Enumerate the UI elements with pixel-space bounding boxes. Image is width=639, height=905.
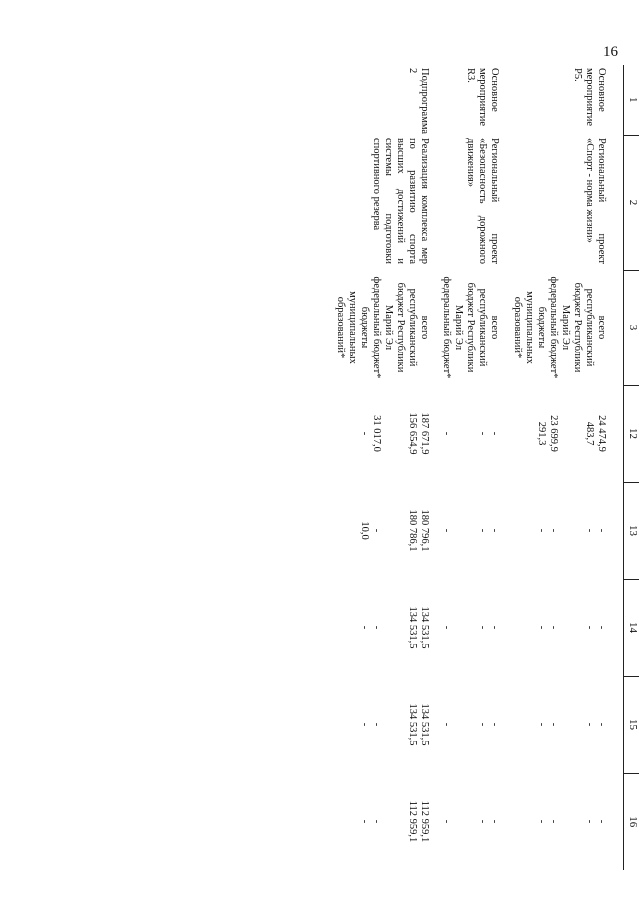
value-cell: - <box>477 431 489 436</box>
program-name: Основное мероприятие Р5. <box>571 68 607 126</box>
value-cell: - <box>596 819 607 824</box>
column-header: 14 <box>624 579 639 676</box>
program-name: Основное мероприятие R3. <box>465 68 501 126</box>
funding-source: бюджеты муниципальных образований* <box>511 291 547 364</box>
value-cell: 134 531,5 <box>419 606 431 649</box>
value-cell: 24 474,9 <box>596 415 607 452</box>
value-cell: - <box>583 722 595 727</box>
value-cell: - <box>477 722 489 727</box>
value-cell: - <box>596 625 607 630</box>
value-cell: - <box>596 722 607 727</box>
program-description: Региональный проект «Безопасность дорожного движения» <box>465 138 501 264</box>
funding-source: всего <box>489 315 501 340</box>
table-header-row <box>624 65 639 870</box>
program-description: Региональный проект «Спорт - норма жизни» <box>583 138 607 264</box>
value-cell: - <box>370 528 382 533</box>
column-header: 15 <box>624 676 639 773</box>
value-cell: 291,3 <box>535 421 547 446</box>
value-cell: - <box>477 528 489 533</box>
value-cell: 10,0 <box>358 521 370 540</box>
value-cell: - <box>441 528 453 533</box>
value-cell: - <box>583 625 595 630</box>
column-header: 16 <box>624 773 639 870</box>
value-cell: 134 531,5 <box>407 606 419 649</box>
value-cell: - <box>489 431 501 436</box>
value-cell: - <box>535 722 547 727</box>
value-cell: - <box>358 722 370 727</box>
funding-source: бюджеты муниципальных образований* <box>334 291 370 364</box>
table-row <box>595 65 624 870</box>
value-cell: - <box>489 625 501 630</box>
funding-source: всего <box>419 315 431 340</box>
value-cell: - <box>441 722 453 727</box>
value-cell: - <box>547 722 559 727</box>
value-cell: - <box>535 528 547 533</box>
value-cell: - <box>596 528 607 533</box>
value-cell: - <box>358 431 370 436</box>
funding-source: федеральный бюджет* <box>547 276 559 379</box>
value-cell: 134 531,5 <box>407 703 419 746</box>
value-cell: - <box>535 819 547 824</box>
rotated-table-container <box>122 65 639 870</box>
value-cell: - <box>358 625 370 630</box>
value-cell: - <box>535 625 547 630</box>
program-description: Реализация комплекса мер по развитию спорта высших достижений и системы подготовки спортивного резерва <box>370 138 431 264</box>
value-cell: 156 654,9 <box>407 412 419 455</box>
value-cell: 134 531,5 <box>419 703 431 746</box>
value-cell: 112 959,1 <box>407 800 419 843</box>
value-cell: - <box>547 625 559 630</box>
value-cell: - <box>370 722 382 727</box>
page-number: 16 <box>603 44 618 60</box>
value-cell: - <box>441 625 453 630</box>
column-header: 1 <box>624 65 639 135</box>
funding-source: республиканский бюджет Республики Марий Эл <box>453 282 489 373</box>
value-cell: - <box>441 819 453 824</box>
value-cell: - <box>547 528 559 533</box>
column-header: 12 <box>624 385 639 482</box>
funding-source: республиканский бюджет Республики Марий Эл <box>383 282 419 373</box>
value-cell: 23 699,9 <box>547 415 559 452</box>
funding-source: федеральный бюджет* <box>370 276 382 379</box>
value-cell: 187 671,9 <box>419 412 431 455</box>
value-cell: - <box>489 528 501 533</box>
value-cell: - <box>477 819 489 824</box>
funding-source: федеральный бюджет* <box>441 276 453 379</box>
value-cell: 112 959,1 <box>419 800 431 843</box>
financing-table <box>334 65 639 870</box>
value-cell: - <box>583 819 595 824</box>
value-cell: - <box>477 625 489 630</box>
value-cell: 180 786,1 <box>407 509 419 552</box>
value-cell: - <box>358 819 370 824</box>
program-name: Подпрограмма 2 <box>407 68 431 135</box>
table-row <box>488 65 500 870</box>
table-row <box>418 65 430 870</box>
value-cell: 180 796,1 <box>419 509 431 552</box>
column-header: 2 <box>624 135 639 270</box>
value-cell: 483,7 <box>583 421 595 446</box>
value-cell: - <box>547 819 559 824</box>
column-header: 3 <box>624 270 639 385</box>
value-cell: - <box>489 722 501 727</box>
column-header: 13 <box>624 482 639 579</box>
value-cell: - <box>489 819 501 824</box>
funding-source: республиканский бюджет Республики Марий Эл <box>559 282 595 373</box>
value-cell: - <box>370 819 382 824</box>
value-cell: - <box>583 528 595 533</box>
value-cell: 31 017,0 <box>370 415 382 452</box>
value-cell: - <box>441 431 453 436</box>
value-cell: - <box>370 625 382 630</box>
funding-source: всего <box>596 315 607 340</box>
